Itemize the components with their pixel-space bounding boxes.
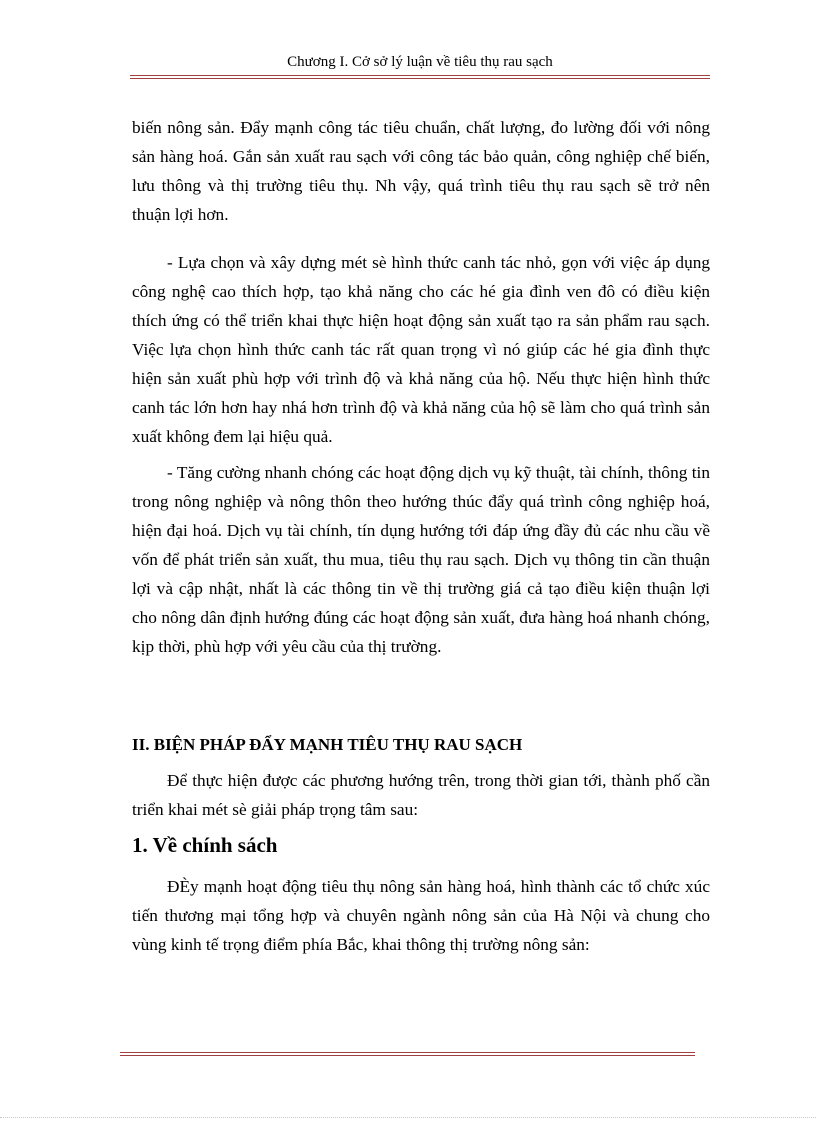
paragraph-2: - Lựa chọn và xây dựng mét sè hình thức canh tác nhỏ, gọn với việc áp dụng công nghệ cao thích hợp, tạo khả năng cho các hé gia đình ven đô có điều kiện thích ứng có thể triển khai thực hiện hoạt động sản xuất tạo ra sản phẩm rau sạch. Việc lựa chọn hình thức canh tác rất quan trọng vì nó giúp các hé gia đình thực hiện sản xuất phù hợp với trình độ và khả năng của hộ. Nếu thực hiện hình thức canh tác lớn hơn hay nhá hơn trình độ và khả năng của hộ sẽ làm cho quá trình sản xuất không đem lại hiệu quả. — [132, 253, 710, 446]
footer-rule — [120, 1052, 695, 1056]
paragraph-1: biến nông sản. Đẩy mạnh công tác tiêu chuẩn, chất lượng, đo lường đối với nông sản hàng hoá. Gắn sản xuất rau sạch với công tác bảo quản, công nghiệp chế biến, lưu thông và thị trường tiêu thụ. Nh vậy, quá trình tiêu thụ rau sạch sẽ trở nên thuận lợi hơn. — [132, 118, 710, 224]
page-header: Chương I. Cở sở lý luận về tiêu thụ rau sạch — [287, 54, 553, 70]
section-intro: Để thực hiện được các phương hướng trên, trong thời gian tới, thành phố cần triển khai mét sè giải pháp trọng tâm sau: — [132, 771, 710, 819]
paragraph-3: - Tăng cường nhanh chóng các hoạt động dịch vụ kỹ thuật, tài chính, thông tin trong nông nghiệp và nông thôn theo hướng thúc đẩy quá trình công nghiệp hoá, hiện đại hoá. Dịch vụ tài chính, tín dụng hướng tới đáp ứng đầy đủ các nhu cầu về vốn để phát triển sản xuất, thu mua, tiêu thụ rau sạch. Dịch vụ thông tin cần thuận lợi và cập nhật, nhất là các thông tin về thị trường giá cả tạo điều kiện thuận lợi cho nông dân định hướng đúng các hoạt động sản xuất, đưa hàng hoá nhanh chóng, kịp thời, phù hợp với yêu cầu của thị trường. — [132, 463, 710, 656]
subsection-heading: 1. Về chính sách — [132, 833, 278, 857]
header-rule — [130, 75, 710, 79]
page-edge-dotted-line — [0, 1117, 816, 1118]
section-heading: II. BIỆN PHÁP ĐẨY MẠNH TIÊU THỤ RAU SẠCH — [132, 735, 523, 754]
subsection-body: ĐÈy mạnh hoạt động tiêu thụ nông sản hàng hoá, hình thành các tổ chức xúc tiến thương mại tổng hợp và chuyên ngành nông sản của Hà Nội và chung cho vùng kinh tế trọng điểm phía Bắc, khai thông thị trường nông sản: — [132, 877, 710, 954]
